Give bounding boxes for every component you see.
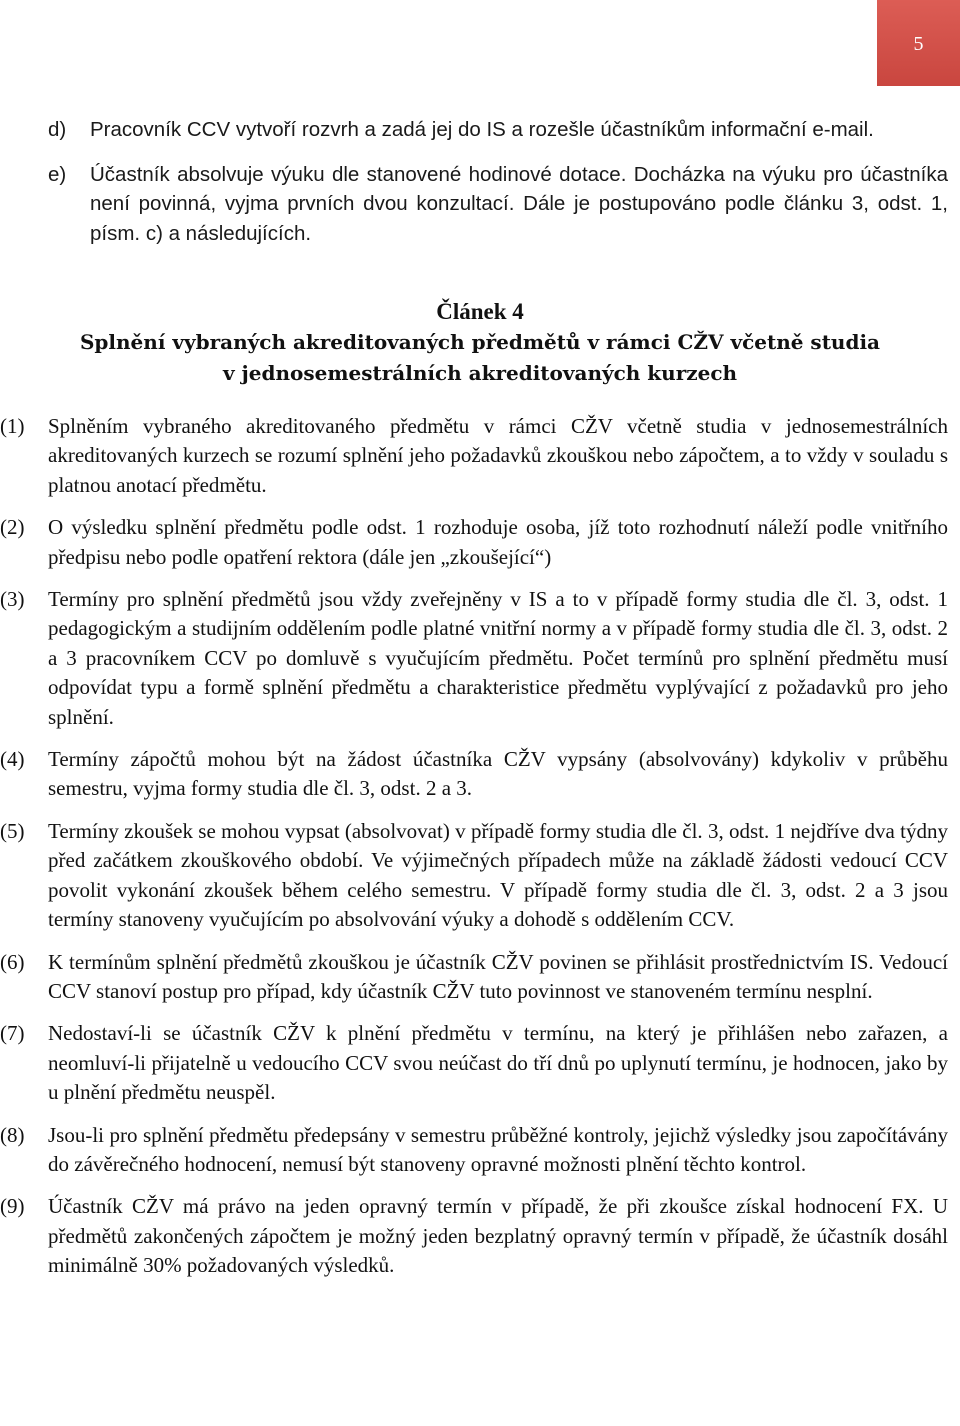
paragraph-2: [0, 513, 948, 572]
list-item-label: d): [48, 118, 67, 141]
paragraph-text: Termíny pro splnění předmětů jsou vždy zveřejněny v IS a to v případě formy studia dle čl. 3, odst. 1 pedagogickým a studijním oddělením podle platné vnitřní normy a v případě formy studia dle čl. 3, odst. 2 a 3 pracovníkem CCV po domluvě s vyučujícím předmětu. Počet termínů pro splnění předmětu musí odpovídat typu a formě splnění předmětu a charakteristice předmětu vyplývající z požadavků pro jeho splnění.: [48, 587, 948, 729]
paragraph-5: [0, 817, 948, 935]
paragraph-number: (3): [0, 587, 25, 612]
intro-item-d: [48, 115, 948, 145]
list-item-label: e): [48, 162, 67, 186]
intro-item-e: [48, 160, 948, 249]
paragraph-number: (2): [0, 515, 25, 540]
article-heading: [0, 296, 960, 389]
paragraph-text: Termíny zkoušek se mohou vypsat (absolvovat) v případě formy studia dle čl. 3, odst. 1 nejdříve dva týdny před začátkem zkouškového období. Ve výjimečných případech může na základě žádosti vedoucí CCV povolit vykonání zkoušek během celého semestru. V případě formy studia dle čl. 3, odst. 2 a 3 jsou termíny stanoveny vyučujícím po absolvování výuky a dohodě s oddělením CCV.: [48, 818, 948, 932]
page-number-badge: [877, 0, 960, 86]
article-subtitle-line1: Splnění vybraných akreditovaných předmětů v rámci CŽV včetně studia: [79, 330, 881, 354]
paragraph-text: Účastník CŽV má právo na jeden opravný termín v případě, že při zkoušce získal hodnocení FX. U předmětů zakončených zápočtem je možný jeden bezplatný opravný termín v případě, že účastník dosáhl minimálně 30% požadovaných výsledků.: [48, 1194, 948, 1278]
paragraph-number: (1): [0, 414, 25, 438]
paragraph-number: (6): [0, 949, 25, 974]
list-item-text: Účastník absolvuje výuku dle stanovené hodinové dotace. Docházka na výuku pro účastníka není povinná, vyjma prvních dvou konzultací. Dále je postupováno podle článku 3, odst. 1, písm. c) a následujících.: [90, 162, 948, 245]
paragraph-3: [0, 585, 948, 732]
article-title: Článek 4: [436, 299, 524, 324]
paragraph-9: [0, 1192, 948, 1280]
paragraph-text: Nedostaví-li se účastník CŽV k plnění předmětu v termínu, na který je přihlášen nebo zařazen, a neomluví-li přijatelně u vedoucího CCV svou neúčast do tří dnů po uplynutí termínu, je hodnocen, jako by u plnění předmětu neuspěl.: [48, 1021, 948, 1105]
paragraph-8: [0, 1121, 948, 1180]
paragraph-text: O výsledku splnění předmětu podle odst. 1 rozhoduje osoba, jíž toto rozhodnutí náleží podle vnitřního předpisu nebo podle opatření rektora (dále jen „zkoušející“): [48, 515, 948, 569]
paragraph-number: (4): [0, 747, 25, 772]
paragraph-number: (5): [0, 818, 25, 843]
paragraph-7: [0, 1019, 948, 1107]
paragraph-6: [0, 948, 948, 1007]
paragraph-text: Splněním vybraného akreditovaného předmětu v rámci CŽV včetně studia v jednosemestrálních akreditovaných kurzech se rozumí splnění jeho požadavků zkouškou nebo zápočtem, a to vždy v souladu s platnou anotací předmětu.: [48, 414, 948, 497]
paragraph-4: [0, 745, 948, 804]
page-number: 5: [913, 33, 924, 55]
paragraph-text: Termíny zápočtů mohou být na žádost účastníka CŽV vypsány (absolvovány) kdykoliv v průběhu semestru, vyjma formy studia dle čl. 3, odst. 2 a 3.: [48, 747, 948, 801]
intro-list: [48, 115, 948, 263]
paragraph-text: K termínům splnění předmětů zkouškou je účastník CŽV povinen se přihlásit prostřednictvím IS. Vedoucí CCV stanoví postup pro případ, kdy účastník CŽV tuto povinnost ve stanoveném termínu nesplní.: [48, 949, 948, 1003]
list-item-text: Pracovník CCV vytvoří rozvrh a zadá jej do IS a rozešle účastníkům informační e-mail.: [90, 118, 874, 141]
paragraph-text: Jsou-li pro splnění předmětu předepsány v semestru průběžné kontroly, jejichž výsledky jsou započítávány do závěrečného hodnocení, nemusí být stanoveny opravné možnosti plnění těchto kontrol.: [48, 1122, 948, 1176]
paragraph-number: (9): [0, 1194, 25, 1219]
article-paragraphs: [0, 412, 948, 1294]
paragraph-1: [0, 412, 948, 500]
paragraph-number: (8): [0, 1122, 25, 1147]
article-subtitle-line2: v jednosemestrálních akreditovaných kurzech: [222, 361, 738, 385]
paragraph-number: (7): [0, 1021, 25, 1046]
